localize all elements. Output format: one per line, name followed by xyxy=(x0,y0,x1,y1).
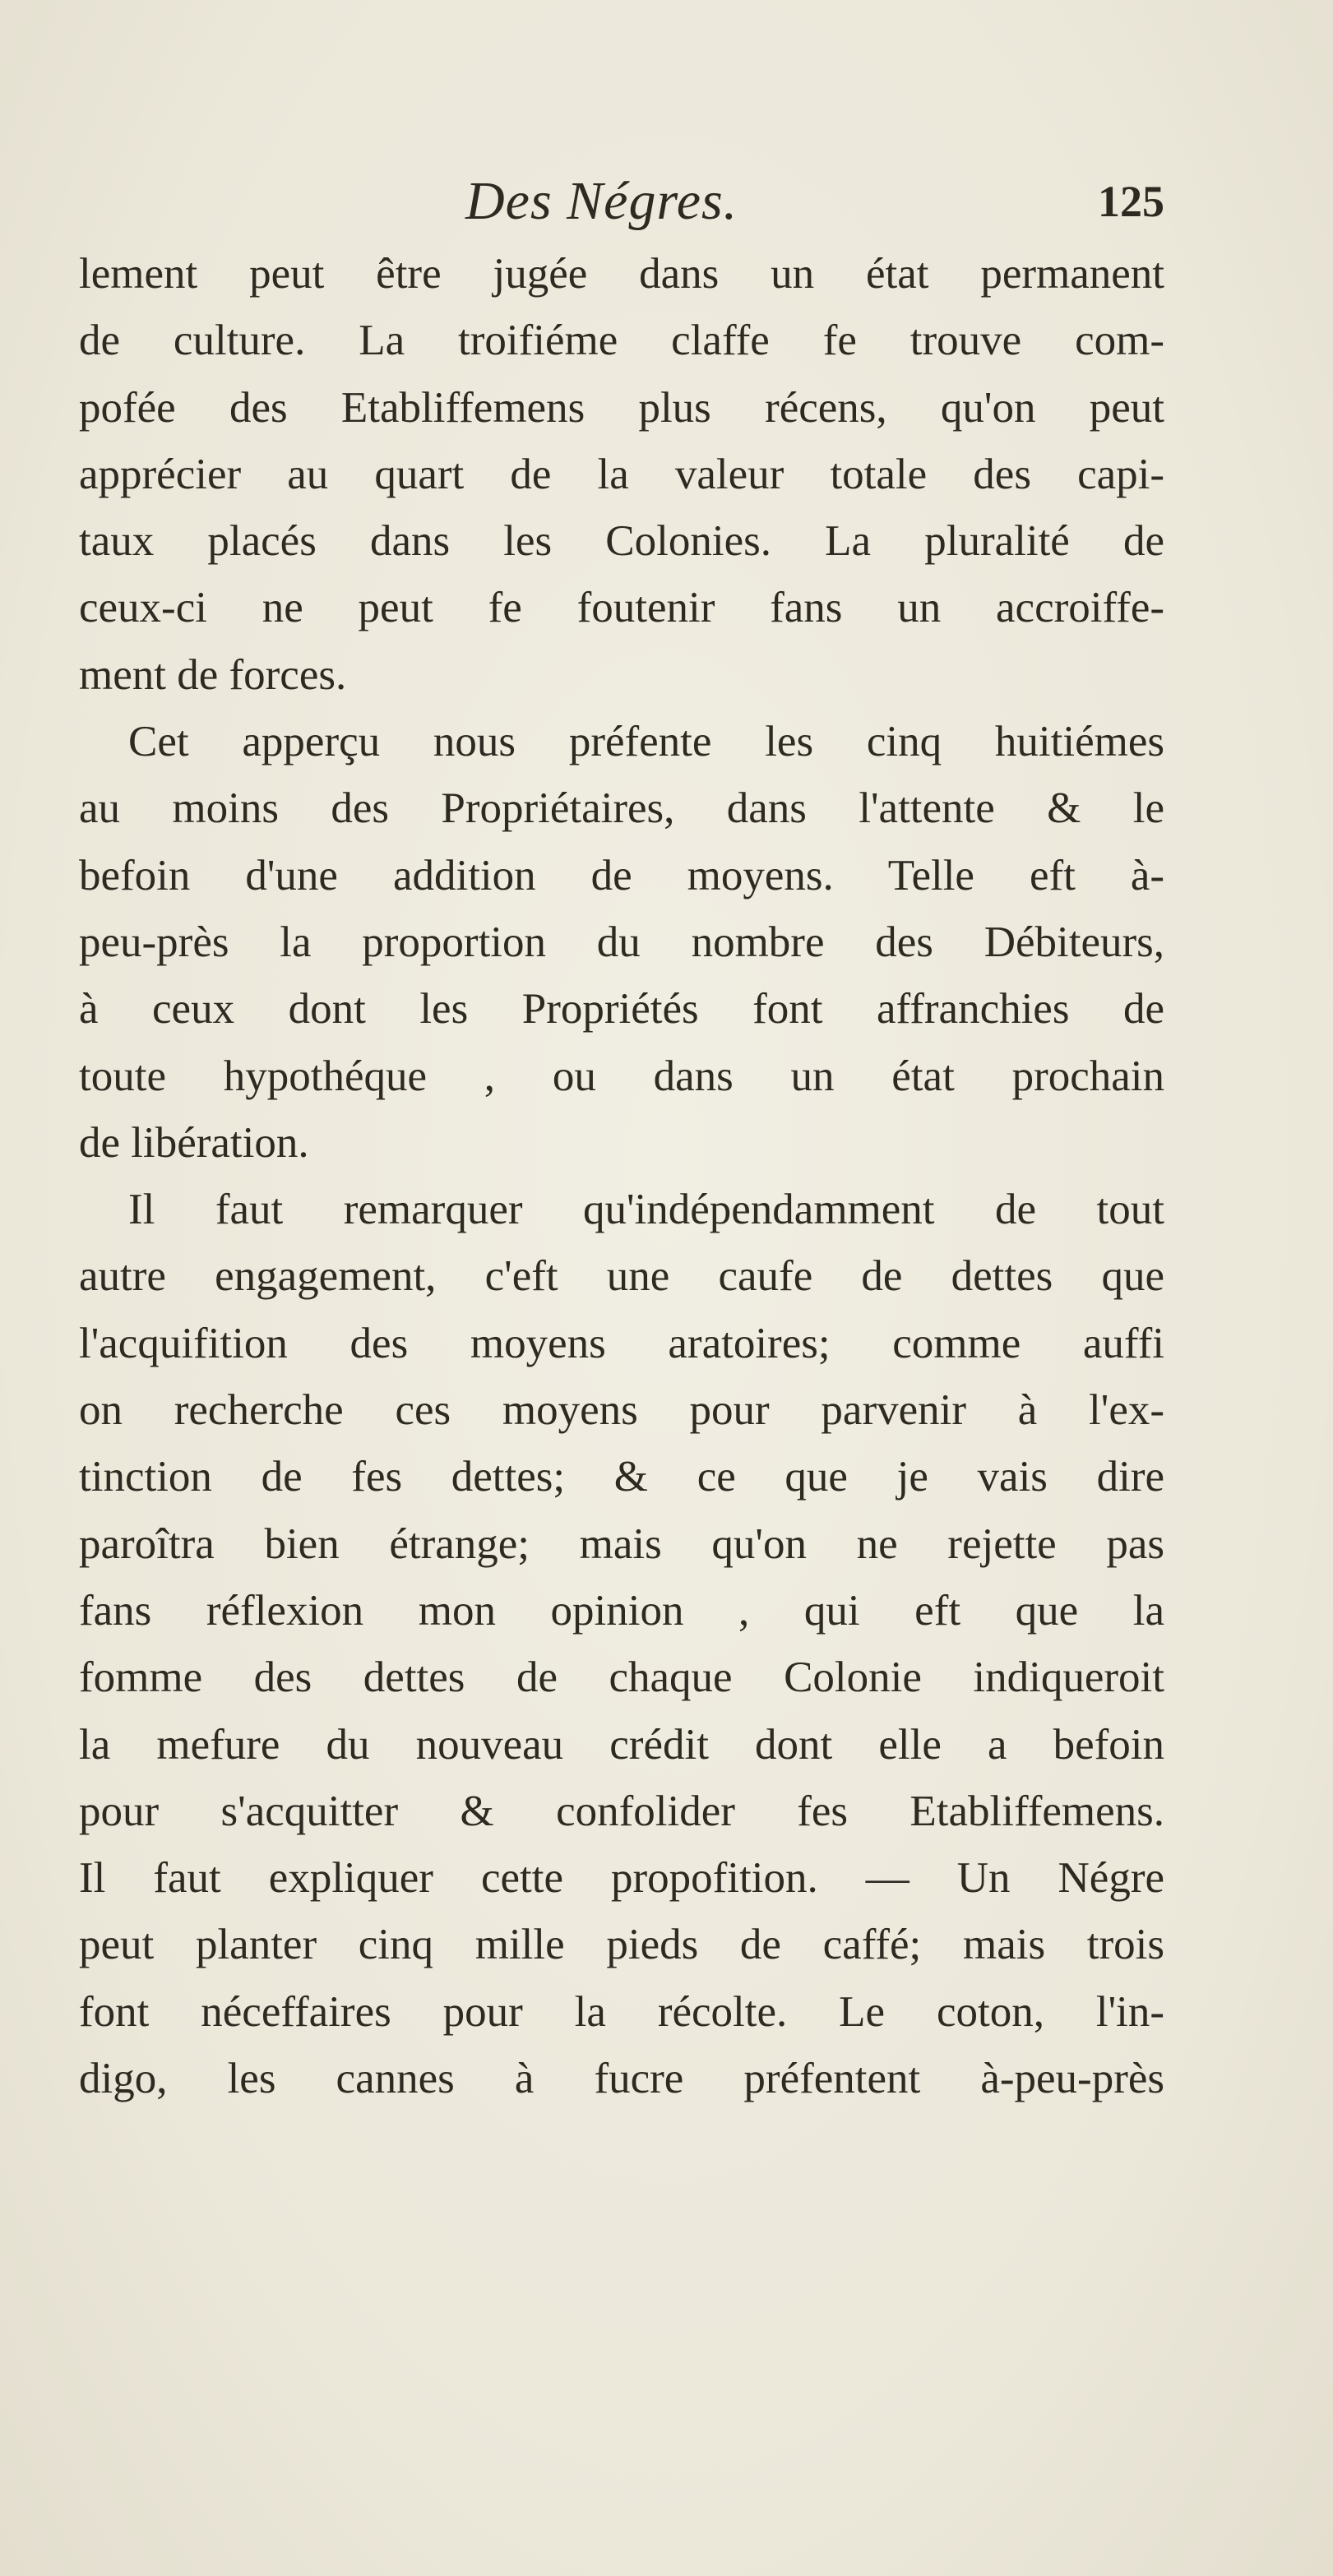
text-line: taux placés dans les Colonies. La pluralité de xyxy=(79,517,1164,566)
paragraph-first-line: Il faut remarquer qu'indépendamment de tout xyxy=(128,1186,1164,1234)
text-line: paroîtra bien étrange; mais qu'on ne rejette pas xyxy=(79,1519,1164,1568)
body-text xyxy=(79,241,1164,2112)
text-line: toute hypothéque , ou dans un état prochain xyxy=(79,1052,1164,1100)
text-line: apprécier au quart de la valeur totale des capi- xyxy=(79,450,1164,498)
page-number: 125 xyxy=(1098,177,1164,226)
text-line: peut planter cinq mille pieds de caffé; mais trois xyxy=(79,1921,1164,1969)
text-line: au moins des Propriétaires, dans l'attente & le xyxy=(79,784,1164,833)
text-line: ment de forces. xyxy=(79,650,347,699)
text-line: pofée des Etabliffemens plus récens, qu'on peut xyxy=(79,383,1164,432)
text-line: tinction de fes dettes; & ce que je vais dire xyxy=(79,1453,1164,1501)
text-line: Il faut expliquer cette propofition. — Un Négre xyxy=(79,1854,1164,1903)
text-line: ceux-ci ne peut fe foutenir fans un accroiffe- xyxy=(79,584,1164,632)
text-line: digo, les cannes à fucre préfentent à-peu-près xyxy=(79,2055,1164,2103)
text-line: à ceux dont les Propriétés font affranchies de xyxy=(79,985,1164,1034)
text-line: lement peut être jugée dans un état permanent xyxy=(79,250,1164,298)
text-line: de libération. xyxy=(79,1118,309,1167)
text-line: la mefure du nouveau crédit dont elle a befoin xyxy=(79,1720,1164,1769)
text-line: l'acquifition des moyens aratoires; comme auffi xyxy=(79,1319,1164,1367)
text-line: peu-près la proportion du nombre des Débiteurs, xyxy=(79,918,1164,966)
running-title: Des Négres. xyxy=(465,171,738,231)
text-line: pour s'acquitter & confolider fes Etabliffemens. xyxy=(79,1787,1164,1835)
running-head xyxy=(79,169,1164,234)
text-line: fomme des dettes de chaque Colonie indiqueroit xyxy=(79,1653,1164,1702)
text-line: on recherche ces moyens pour parvenir à l'ex- xyxy=(79,1386,1164,1435)
text-line: fans réflexion mon opinion , qui eft que la xyxy=(79,1586,1164,1635)
text-line: de culture. La troifiéme claffe fe trouve com- xyxy=(79,317,1164,365)
text-line: befoin d'une addition de moyens. Telle eft à- xyxy=(79,851,1164,900)
text-line: autre engagement, c'eft une caufe de dettes que xyxy=(79,1252,1164,1301)
paragraph-first-line: Cet apperçu nous préfente les cinq huitiémes xyxy=(128,718,1164,766)
text-line: font néceffaires pour la récolte. Le coton, l'in- xyxy=(79,1987,1164,2036)
